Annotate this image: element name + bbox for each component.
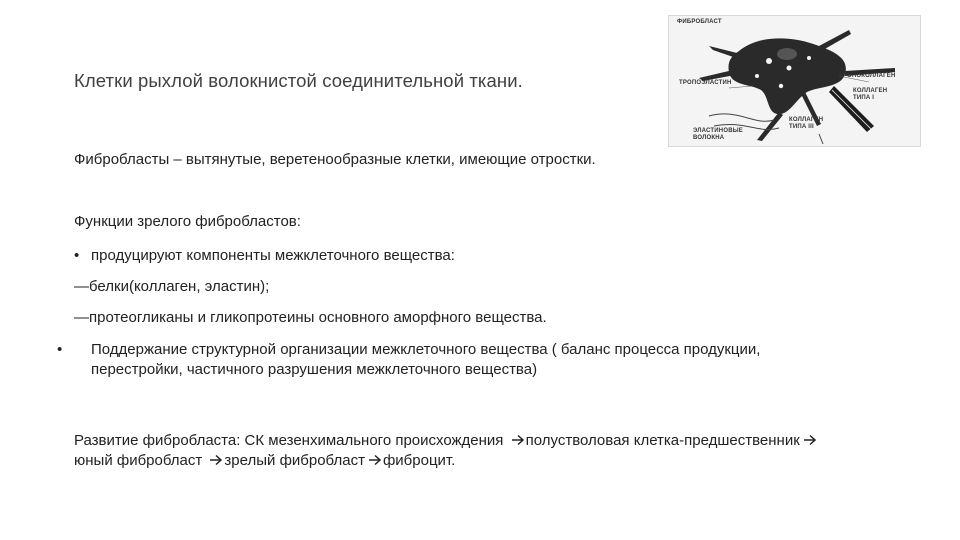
development-step-4: фиброцит. xyxy=(382,452,456,469)
bullet-text: Поддержание структурной организации межклеточного вещества ( баланс процесса продукции, перестройки, частичного разрушения межклеточного вещества) xyxy=(91,341,761,378)
figure-label-elastic-fibers: ЭЛАСТИНОВЫЕ ВОЛОКНА xyxy=(693,128,744,141)
development-step-2: юный фибробласт xyxy=(74,452,203,469)
development-step-3: зрелый фибробласт xyxy=(224,452,365,469)
bullet-glyph: • xyxy=(57,341,63,358)
development-step-1: полустволовая клетка-предшественник xyxy=(525,432,800,449)
fibroblast-illustration xyxy=(668,15,921,147)
dash-item-proteins: —белки(коллаген, эластин); xyxy=(74,278,270,295)
figure-label-tropocollagen: ТРОПОКОЛЛАГЕН xyxy=(839,73,896,79)
arrow-right-icon xyxy=(511,434,525,446)
slide-title: Клетки рыхлой волокнистой соединительной ткани. xyxy=(74,70,523,91)
functions-heading: Функции зрелого фибробластов: xyxy=(74,213,301,230)
bullet-item-produce xyxy=(74,246,455,266)
arrow-right-icon xyxy=(368,454,382,466)
bullet-text: продуцируют компоненты межклеточного вещества: xyxy=(91,247,455,264)
bullet-item-structure xyxy=(57,340,851,380)
figure-label-tropoelastin: ТРОПОЭЛАСТИН xyxy=(679,80,732,86)
definition-text: Фибробласты – вытянутые, веретенообразные клетки, имеющие отростки. xyxy=(74,151,596,168)
bullet-glyph: • xyxy=(74,247,80,264)
development-sequence xyxy=(74,431,834,471)
figure-label-fibroblast: ФИБРОБЛАСТ xyxy=(677,19,722,25)
dash-item-proteoglycans: —протеогликаны и гликопротеины основного аморфного вещества. xyxy=(74,309,547,326)
figure-label-collagen-type-1: КОЛЛАГЕН ТИПА I xyxy=(853,88,888,101)
figure-label-collagen-type-3: КОЛЛАГЕН ТИПА III xyxy=(789,117,824,130)
arrow-right-icon xyxy=(209,454,223,466)
arrow-right-icon xyxy=(803,434,817,446)
development-prefix: Развитие фибробласта: СК мезенхимального происхождения xyxy=(74,432,504,449)
